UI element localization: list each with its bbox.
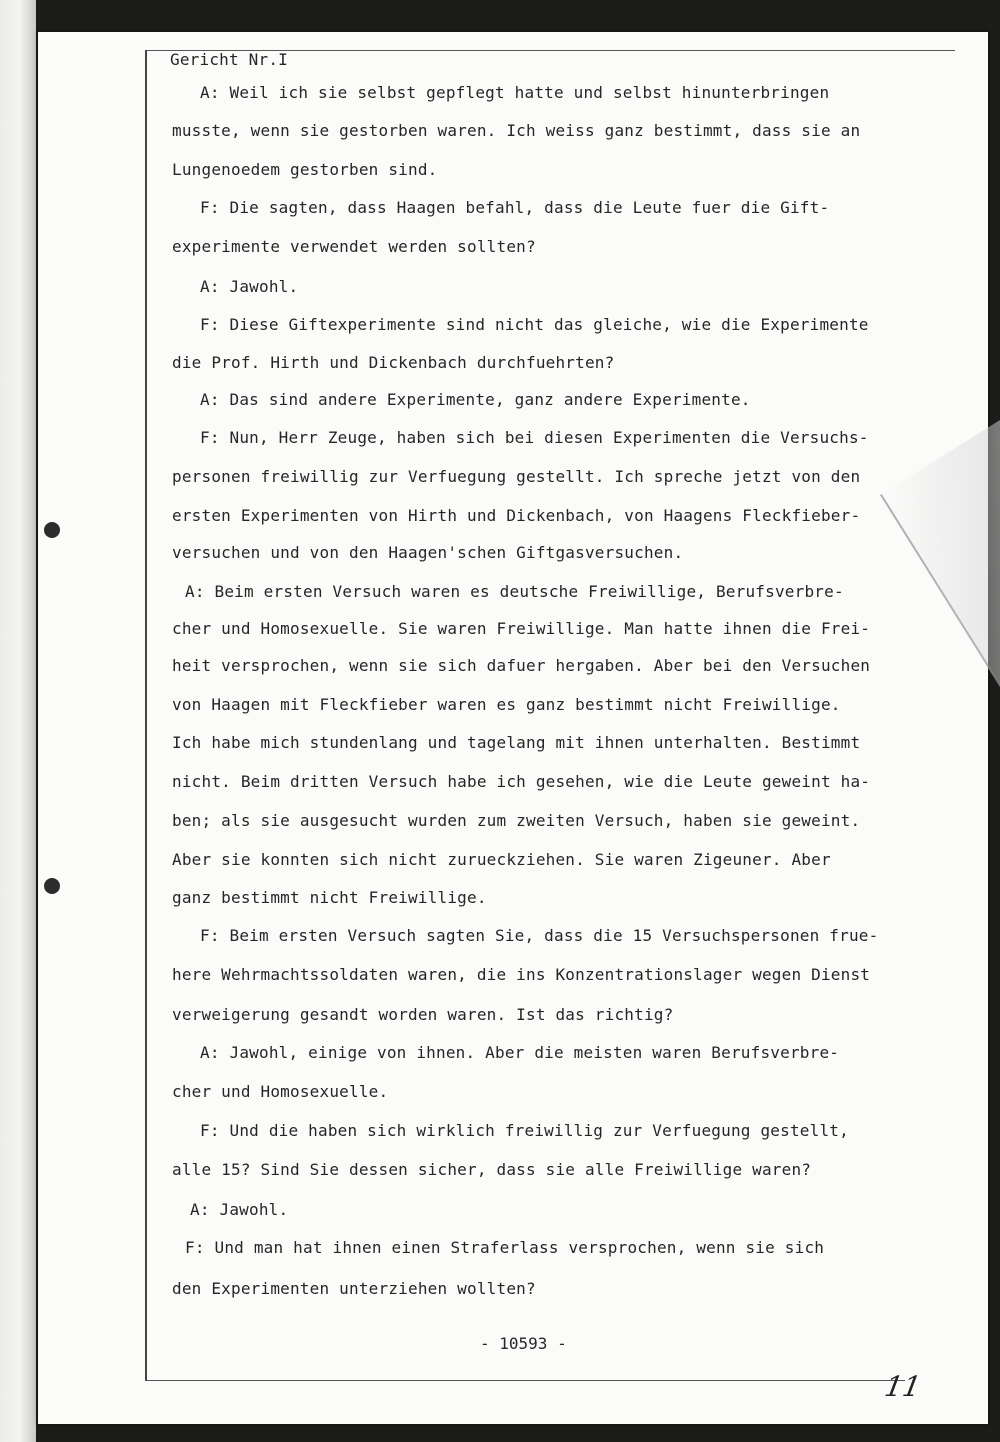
text-line: F: Diese Giftexperimente sind nicht das gleiche, wie die Experimente (200, 315, 869, 334)
text-line: ganz bestimmt nicht Freiwillige. (172, 888, 487, 907)
text-line: musste, wenn sie gestorben waren. Ich weiss ganz bestimmt, dass sie an (172, 121, 861, 140)
text-line: cher und Homosexuelle. Sie waren Freiwillige. Man hatte ihnen die Frei- (172, 619, 871, 638)
text-line: F: Und man hat ihnen einen Straferlass versprochen, wenn sie sich (185, 1238, 825, 1257)
text-line: ben; als sie ausgesucht wurden zum zweiten Versuch, haben sie geweint. (172, 811, 861, 830)
folio-number: 11 (882, 1370, 924, 1403)
punch-hole (44, 878, 60, 894)
text-line: A: Jawohl. (200, 277, 299, 296)
text-line: here Wehrmachtssoldaten waren, die ins Konzentrationslager wegen Dienst (172, 965, 871, 984)
text-line: verweigerung gesandt worden waren. Ist das richtig? (172, 1005, 674, 1024)
text-line: personen freiwillig zur Verfuegung gestellt. Ich spreche jetzt von den (172, 467, 861, 486)
text-line: von Haagen mit Fleckfieber waren es ganz bestimmt nicht Freiwillige. (172, 695, 841, 714)
binder-strip (0, 0, 36, 1442)
text-line: Ich habe mich stundenlang und tagelang mit ihnen unterhalten. Bestimmt (172, 733, 861, 752)
text-line: A: Jawohl. (190, 1200, 289, 1219)
text-line: nicht. Beim dritten Versuch habe ich gesehen, wie die Leute geweint ha- (172, 772, 871, 791)
text-line: cher und Homosexuelle. (172, 1082, 389, 1101)
text-line: A: Weil ich sie selbst gepflegt hatte und selbst hinunterbringen (200, 83, 830, 102)
text-line: Lungenoedem gestorben sind. (172, 160, 438, 179)
text-line: F: Beim ersten Versuch sagten Sie, dass die 15 Versuchspersonen frue- (200, 926, 879, 945)
text-line: versuchen und von den Haagen'schen Giftgasversuchen. (172, 543, 684, 562)
text-line: F: Nun, Herr Zeuge, haben sich bei diesen Experimenten die Versuchs- (200, 428, 869, 447)
text-line: A: Jawohl, einige von ihnen. Aber die meisten waren Berufsverbre- (200, 1043, 840, 1062)
page-number: - 10593 - (480, 1334, 567, 1353)
punch-hole (44, 522, 60, 538)
text-line: Aber sie konnten sich nicht zurueckziehen. Sie waren Zigeuner. Aber (172, 850, 831, 869)
text-line: F: Die sagten, dass Haagen befahl, dass die Leute fuer die Gift- (200, 198, 830, 217)
text-line: die Prof. Hirth und Dickenbach durchfuehrten? (172, 353, 615, 372)
text-line: A: Beim ersten Versuch waren es deutsche Freiwillige, Berufsverbre- (185, 582, 844, 601)
text-line: A: Das sind andere Experimente, ganz andere Experimente. (200, 390, 751, 409)
text-line: ersten Experimenten von Hirth und Dickenbach, von Haagens Fleckfieber- (172, 506, 861, 525)
text-line: den Experimenten unterziehen wollten? (172, 1279, 536, 1298)
document-header: Gericht Nr.I (170, 50, 288, 69)
text-line: alle 15? Sind Sie dessen sicher, dass sie alle Freiwillige waren? (172, 1160, 812, 1179)
text-line: experimente verwendet werden sollten? (172, 237, 536, 256)
text-line: heit versprochen, wenn sie sich dafuer hergaben. Aber bei den Versuchen (172, 656, 871, 675)
page-frame-bottom (145, 1380, 905, 1381)
page-frame-left (145, 50, 147, 1380)
text-line: F: Und die haben sich wirklich freiwillig zur Verfuegung gestellt, (200, 1121, 849, 1140)
